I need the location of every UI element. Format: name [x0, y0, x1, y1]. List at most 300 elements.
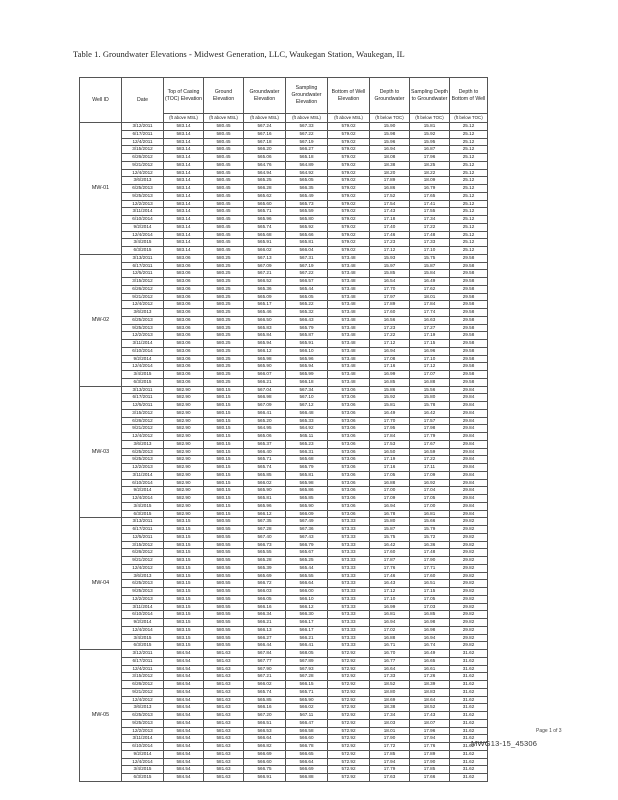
- value-cell: 565.96: [244, 216, 286, 224]
- value-cell: 573.48: [328, 278, 370, 286]
- value-cell: 582.90: [164, 440, 204, 448]
- value-cell: 584.54: [164, 657, 204, 665]
- value-cell: 583.06: [164, 378, 204, 386]
- value-cell: 572.92: [328, 735, 370, 743]
- date-cell: 3/13/2011: [122, 254, 164, 262]
- value-cell: 583.15: [164, 611, 204, 619]
- value-cell: 583.15: [164, 541, 204, 549]
- value-cell: 580.45: [204, 192, 244, 200]
- value-cell: 15.79: [410, 526, 450, 534]
- value-cell: 567.21: [244, 673, 286, 681]
- value-cell: 567.28: [286, 673, 328, 681]
- value-cell: 583.14: [164, 216, 204, 224]
- date-cell: 6/17/2011: [122, 262, 164, 270]
- value-cell: 15.95: [410, 138, 450, 146]
- table-row: [80, 502, 488, 510]
- table-row: [80, 750, 488, 758]
- value-cell: 565.91: [244, 239, 286, 247]
- value-cell: 580.55: [204, 564, 244, 572]
- date-cell: 9/2/2014: [122, 750, 164, 758]
- value-cell: 17.08: [370, 355, 410, 363]
- value-cell: 17.12: [370, 588, 410, 596]
- value-cell: 580.45: [204, 146, 244, 154]
- value-cell: 583.15: [164, 533, 204, 541]
- value-cell: 565.84: [244, 332, 286, 340]
- value-cell: 565.06: [244, 154, 286, 162]
- value-cell: 584.54: [164, 774, 204, 782]
- value-cell: 566.21: [244, 378, 286, 386]
- value-cell: 566.12: [286, 603, 328, 611]
- value-cell: 567.11: [286, 712, 328, 720]
- value-cell: 580.15: [204, 502, 244, 510]
- date-cell: 9/2/2014: [122, 355, 164, 363]
- value-cell: 16.56: [370, 316, 410, 324]
- value-cell: 18.38: [370, 161, 410, 169]
- value-cell: 17.71: [410, 564, 450, 572]
- value-cell: 566.27: [286, 146, 328, 154]
- date-cell: 6/10/2014: [122, 347, 164, 355]
- value-cell: 566.02: [244, 681, 286, 689]
- table-row: [80, 526, 488, 534]
- header-bottom-of-well-elevation: Bottom of Well Elevation: [328, 78, 370, 114]
- value-cell: 573.33: [328, 557, 370, 565]
- value-cell: 15.93: [370, 254, 410, 262]
- value-cell: 16.86: [370, 185, 410, 193]
- date-cell: 12/2/2013: [122, 595, 164, 603]
- date-cell: 6/10/2014: [122, 611, 164, 619]
- value-cell: 17.03: [410, 603, 450, 611]
- value-cell: 25.12: [450, 200, 488, 208]
- value-cell: 29.84: [450, 471, 488, 479]
- value-cell: 18.08: [370, 154, 410, 162]
- value-cell: 566.20: [244, 146, 286, 154]
- value-cell: 583.06: [164, 301, 204, 309]
- value-cell: 579.02: [328, 146, 370, 154]
- value-cell: 572.92: [328, 743, 370, 751]
- value-cell: 566.41: [286, 642, 328, 650]
- value-cell: 583.06: [164, 347, 204, 355]
- value-cell: 579.02: [328, 200, 370, 208]
- value-cell: 566.82: [244, 743, 286, 751]
- value-cell: 566.18: [286, 378, 328, 386]
- value-cell: 580.15: [204, 417, 244, 425]
- well-id-cell: MW-05: [80, 650, 122, 782]
- date-cell: 12/4/2011: [122, 138, 164, 146]
- value-cell: 15.84: [410, 270, 450, 278]
- table-row: [80, 681, 488, 689]
- value-cell: 16.94: [370, 146, 410, 154]
- value-cell: 583.15: [164, 564, 204, 572]
- date-cell: 9/21/2012: [122, 557, 164, 565]
- date-cell: 3/6/2013: [122, 440, 164, 448]
- date-cell: 12/4/2014: [122, 626, 164, 634]
- value-cell: 573.06: [328, 402, 370, 410]
- value-cell: 583.06: [164, 363, 204, 371]
- date-cell: 6/17/2011: [122, 130, 164, 138]
- date-cell: 12/5/2011: [122, 270, 164, 278]
- table-row: [80, 712, 488, 720]
- value-cell: 572.92: [328, 719, 370, 727]
- value-cell: 17.62: [410, 285, 450, 293]
- table-row: [80, 378, 488, 386]
- value-cell: 583.15: [164, 526, 204, 534]
- table-row: [80, 743, 488, 751]
- value-cell: 565.98: [286, 479, 328, 487]
- value-cell: 16.59: [410, 448, 450, 456]
- value-cell: 17.04: [410, 487, 450, 495]
- date-cell: 12/4/2014: [122, 363, 164, 371]
- date-cell: 6/3/2015: [122, 510, 164, 518]
- value-cell: 16.49: [410, 650, 450, 658]
- table-row: [80, 456, 488, 464]
- value-cell: 582.90: [164, 456, 204, 464]
- date-cell: 12/4/2011: [122, 665, 164, 673]
- value-cell: 566.69: [286, 766, 328, 774]
- value-cell: 579.02: [328, 231, 370, 239]
- value-cell: 565.79: [286, 324, 328, 332]
- value-cell: 566.09: [286, 510, 328, 518]
- value-cell: 565.86: [286, 487, 328, 495]
- table-row: [80, 541, 488, 549]
- value-cell: 29.82: [450, 564, 488, 572]
- table-row: [80, 665, 488, 673]
- value-cell: 572.92: [328, 758, 370, 766]
- value-cell: 17.96: [410, 154, 450, 162]
- value-cell: 17.16: [370, 363, 410, 371]
- value-cell: 584.54: [164, 681, 204, 689]
- value-cell: 565.18: [286, 154, 328, 162]
- value-cell: 565.11: [286, 433, 328, 441]
- value-cell: 29.84: [450, 495, 488, 503]
- value-cell: 584.54: [164, 758, 204, 766]
- value-cell: 17.10: [410, 355, 450, 363]
- value-cell: 582.90: [164, 402, 204, 410]
- value-cell: 567.20: [244, 712, 286, 720]
- value-cell: 580.45: [204, 130, 244, 138]
- well-id-cell: MW-03: [80, 386, 122, 518]
- value-cell: 16.42: [370, 541, 410, 549]
- value-cell: 18.22: [410, 169, 450, 177]
- value-cell: 17.66: [410, 774, 450, 782]
- value-cell: 566.03: [244, 588, 286, 596]
- value-cell: 573.33: [328, 619, 370, 627]
- value-cell: 565.55: [244, 549, 286, 557]
- value-cell: 580.55: [204, 642, 244, 650]
- value-cell: 580.55: [204, 634, 244, 642]
- date-cell: 3/4/2015: [122, 766, 164, 774]
- value-cell: 583.15: [164, 642, 204, 650]
- value-cell: 584.54: [164, 735, 204, 743]
- value-cell: 565.44: [286, 285, 328, 293]
- value-cell: 29.58: [450, 293, 488, 301]
- value-cell: 17.70: [370, 285, 410, 293]
- value-cell: 580.55: [204, 603, 244, 611]
- value-cell: 573.33: [328, 626, 370, 634]
- value-cell: 17.60: [410, 572, 450, 580]
- page-number: Page 1 of 3: [536, 728, 562, 734]
- value-cell: 567.22: [286, 130, 328, 138]
- value-cell: 17.00: [370, 487, 410, 495]
- value-cell: 583.14: [164, 161, 204, 169]
- value-cell: 31.62: [450, 673, 488, 681]
- date-cell: 9/25/2013: [122, 456, 164, 464]
- value-cell: 573.06: [328, 425, 370, 433]
- table-row: [80, 293, 488, 301]
- value-cell: 581.63: [204, 743, 244, 751]
- value-cell: 580.45: [204, 138, 244, 146]
- value-cell: 565.94: [286, 363, 328, 371]
- value-cell: 29.82: [450, 526, 488, 534]
- value-cell: 17.54: [370, 200, 410, 208]
- value-cell: 566.50: [244, 316, 286, 324]
- value-cell: 584.54: [164, 719, 204, 727]
- value-cell: 31.62: [450, 727, 488, 735]
- value-cell: 566.88: [286, 774, 328, 782]
- value-cell: 565.71: [244, 456, 286, 464]
- value-cell: 567.49: [286, 518, 328, 526]
- value-cell: 29.84: [450, 448, 488, 456]
- document-id: MWG13-15_45306: [471, 739, 538, 748]
- value-cell: 573.33: [328, 549, 370, 557]
- value-cell: 580.15: [204, 409, 244, 417]
- date-cell: 3/6/2013: [122, 704, 164, 712]
- value-cell: 17.00: [410, 502, 450, 510]
- value-cell: 573.48: [328, 371, 370, 379]
- value-cell: 15.72: [410, 533, 450, 541]
- value-cell: 582.90: [164, 409, 204, 417]
- table-row: [80, 316, 488, 324]
- value-cell: 565.74: [244, 223, 286, 231]
- value-cell: 29.84: [450, 440, 488, 448]
- value-cell: 566.57: [286, 278, 328, 286]
- date-cell: 6/17/2011: [122, 526, 164, 534]
- value-cell: 16.74: [410, 642, 450, 650]
- value-cell: 16.42: [410, 409, 450, 417]
- value-cell: 583.15: [164, 619, 204, 627]
- date-cell: 3/12/2011: [122, 650, 164, 658]
- value-cell: 564.89: [286, 161, 328, 169]
- value-cell: 580.25: [204, 301, 244, 309]
- value-cell: 17.05: [410, 495, 450, 503]
- value-cell: 567.21: [244, 270, 286, 278]
- value-cell: 565.23: [286, 440, 328, 448]
- value-cell: 25.12: [450, 192, 488, 200]
- value-cell: 17.12: [370, 340, 410, 348]
- value-cell: 573.48: [328, 340, 370, 348]
- value-cell: 16.43: [370, 580, 410, 588]
- date-cell: 12/4/2012: [122, 169, 164, 177]
- value-cell: 17.60: [370, 309, 410, 317]
- value-cell: 572.92: [328, 774, 370, 782]
- value-cell: 29.84: [450, 433, 488, 441]
- well-id-cell: MW-04: [80, 518, 122, 650]
- header-sampling-depth-to-groundwater: Sampling Depth to Groundwater: [410, 78, 450, 114]
- value-cell: 566.64: [244, 735, 286, 743]
- value-cell: 16.64: [370, 665, 410, 673]
- value-cell: 565.71: [286, 688, 328, 696]
- value-cell: 18.07: [410, 719, 450, 727]
- value-cell: 580.45: [204, 161, 244, 169]
- value-cell: 17.26: [410, 673, 450, 681]
- value-cell: 15.85: [370, 270, 410, 278]
- value-cell: 29.82: [450, 595, 488, 603]
- table-row: [80, 634, 488, 642]
- value-cell: 29.58: [450, 270, 488, 278]
- value-cell: 29.58: [450, 332, 488, 340]
- value-cell: 16.94: [410, 634, 450, 642]
- value-cell: 572.92: [328, 696, 370, 704]
- value-cell: 582.90: [164, 425, 204, 433]
- value-cell: 583.14: [164, 169, 204, 177]
- value-cell: 573.48: [328, 324, 370, 332]
- value-cell: 16.98: [410, 619, 450, 627]
- value-cell: 584.54: [164, 688, 204, 696]
- table-row: [80, 595, 488, 603]
- header-well-id: Well ID: [80, 78, 122, 123]
- value-cell: 584.54: [164, 743, 204, 751]
- table-row: [80, 603, 488, 611]
- value-cell: 583.06: [164, 293, 204, 301]
- table-row: [80, 650, 488, 658]
- value-cell: 15.66: [410, 518, 450, 526]
- value-cell: 566.47: [286, 719, 328, 727]
- value-cell: 580.45: [204, 185, 244, 193]
- value-cell: 17.15: [410, 340, 450, 348]
- value-cell: 573.06: [328, 394, 370, 402]
- date-cell: 3/6/2013: [122, 309, 164, 317]
- date-cell: 3/15/2012: [122, 541, 164, 549]
- value-cell: 580.45: [204, 216, 244, 224]
- value-cell: 16.81: [370, 611, 410, 619]
- value-cell: 17.09: [370, 495, 410, 503]
- value-cell: 565.66: [286, 231, 328, 239]
- value-cell: 580.25: [204, 293, 244, 301]
- value-cell: 583.14: [164, 154, 204, 162]
- date-cell: 9/2/2014: [122, 619, 164, 627]
- date-cell: 3/11/2014: [122, 735, 164, 743]
- value-cell: 29.82: [450, 588, 488, 596]
- value-cell: 584.54: [164, 673, 204, 681]
- value-cell: 29.84: [450, 417, 488, 425]
- value-cell: 566.64: [286, 580, 328, 588]
- table-row: [80, 409, 488, 417]
- value-cell: 573.48: [328, 316, 370, 324]
- value-cell: 25.12: [450, 223, 488, 231]
- value-cell: 18.01: [410, 293, 450, 301]
- value-cell: 566.02: [286, 704, 328, 712]
- value-cell: 15.56: [410, 386, 450, 394]
- value-cell: 581.63: [204, 719, 244, 727]
- date-cell: 12/4/2012: [122, 301, 164, 309]
- value-cell: 16.61: [410, 665, 450, 673]
- value-cell: 580.25: [204, 316, 244, 324]
- date-cell: 3/11/2014: [122, 471, 164, 479]
- value-cell: 567.31: [286, 254, 328, 262]
- table-row: [80, 642, 488, 650]
- date-cell: 6/26/2012: [122, 417, 164, 425]
- table-row: [80, 487, 488, 495]
- value-cell: 31.62: [450, 735, 488, 743]
- value-cell: 565.90: [286, 696, 328, 704]
- value-cell: 583.15: [164, 634, 204, 642]
- value-cell: 17.90: [410, 758, 450, 766]
- value-cell: 15.90: [370, 123, 410, 131]
- value-cell: 566.17: [286, 626, 328, 634]
- table-row: [80, 340, 488, 348]
- value-cell: 566.72: [244, 580, 286, 588]
- value-cell: 17.41: [410, 200, 450, 208]
- value-cell: 565.69: [244, 572, 286, 580]
- value-cell: 566.34: [244, 611, 286, 619]
- table-row: [80, 448, 488, 456]
- date-cell: 3/6/2013: [122, 572, 164, 580]
- value-cell: 566.17: [286, 619, 328, 627]
- table-row: [80, 758, 488, 766]
- value-cell: 566.35: [286, 185, 328, 193]
- value-cell: 17.76: [370, 564, 410, 572]
- table-row: [80, 371, 488, 379]
- value-cell: 572.92: [328, 766, 370, 774]
- value-cell: 565.25: [244, 177, 286, 185]
- value-cell: 29.58: [450, 378, 488, 386]
- value-cell: 18.38: [370, 704, 410, 712]
- value-cell: 17.97: [370, 293, 410, 301]
- value-cell: 580.55: [204, 541, 244, 549]
- value-cell: 17.34: [410, 216, 450, 224]
- value-cell: 573.48: [328, 301, 370, 309]
- value-cell: 581.63: [204, 665, 244, 673]
- table-row: [80, 417, 488, 425]
- value-cell: 17.89: [410, 750, 450, 758]
- value-cell: 580.55: [204, 619, 244, 627]
- value-cell: 29.58: [450, 278, 488, 286]
- value-cell: 582.90: [164, 433, 204, 441]
- table-row: [80, 239, 488, 247]
- value-cell: 582.90: [164, 479, 204, 487]
- value-cell: 580.55: [204, 580, 244, 588]
- value-cell: 17.89: [370, 301, 410, 309]
- value-cell: 567.93: [286, 665, 328, 673]
- value-cell: 566.69: [244, 750, 286, 758]
- value-cell: 573.06: [328, 464, 370, 472]
- value-cell: 572.92: [328, 727, 370, 735]
- value-cell: 566.65: [286, 750, 328, 758]
- value-cell: 580.55: [204, 533, 244, 541]
- value-cell: 567.18: [244, 138, 286, 146]
- value-cell: 25.12: [450, 216, 488, 224]
- value-cell: 565.98: [244, 355, 286, 363]
- value-cell: 566.16: [244, 704, 286, 712]
- value-cell: 573.33: [328, 588, 370, 596]
- table-row: [80, 495, 488, 503]
- value-cell: 18.64: [410, 696, 450, 704]
- value-cell: 580.45: [204, 208, 244, 216]
- value-cell: 565.96: [286, 355, 328, 363]
- value-cell: 16.94: [370, 619, 410, 627]
- value-cell: 573.33: [328, 572, 370, 580]
- value-cell: 17.85: [410, 766, 450, 774]
- value-cell: 16.78: [370, 510, 410, 518]
- value-cell: 573.33: [328, 634, 370, 642]
- value-cell: 25.12: [450, 185, 488, 193]
- value-cell: 564.76: [244, 161, 286, 169]
- value-cell: 29.84: [450, 409, 488, 417]
- value-cell: 572.92: [328, 650, 370, 658]
- value-cell: 565.81: [286, 239, 328, 247]
- value-cell: 18.83: [410, 688, 450, 696]
- date-cell: 12/4/2012: [122, 564, 164, 572]
- value-cell: 17.84: [370, 433, 410, 441]
